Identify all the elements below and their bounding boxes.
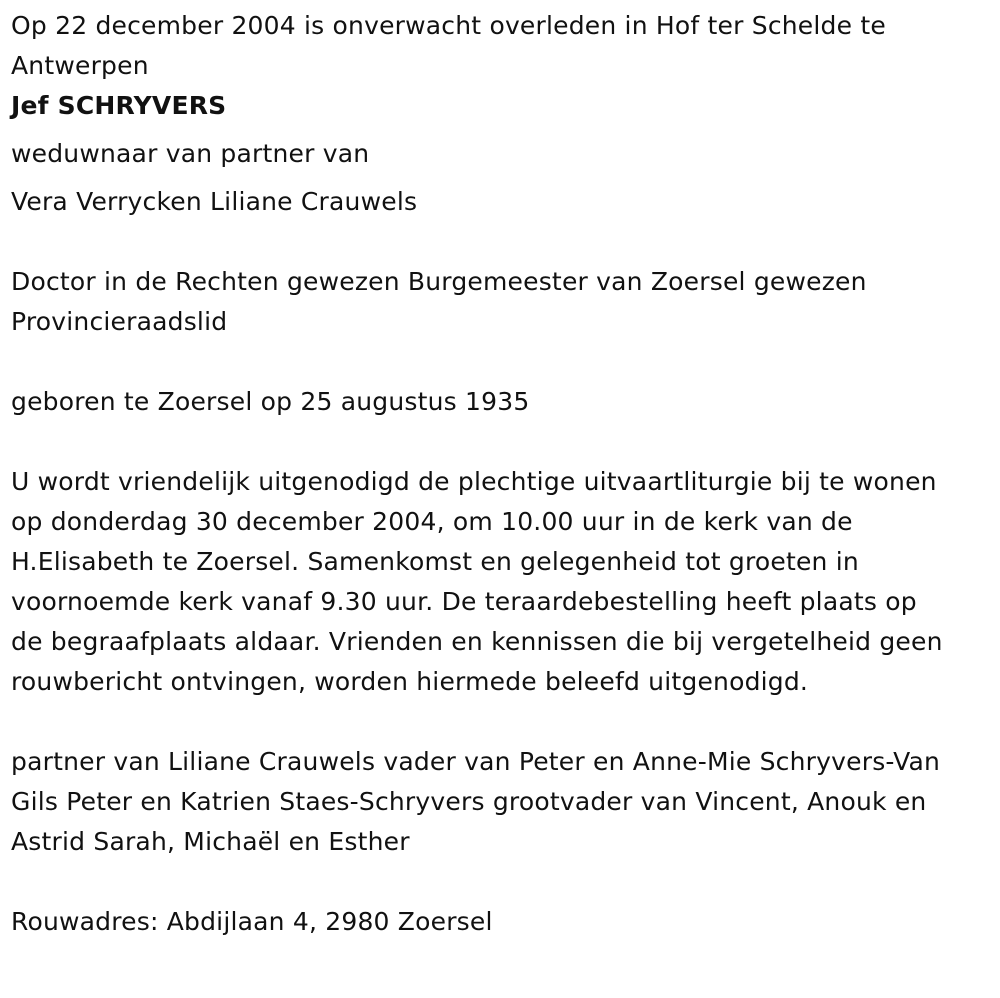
deceased-name: Jef SCHRYVERS [11,91,227,120]
intro-line-1: Op 22 december 2004 is onverwacht overleden in Hof ter Schelde te [11,11,886,40]
family-line: Gils Peter en Katrien Staes-Schryvers grootvader van Vincent, Anouk en [11,787,927,816]
titles-line-1: Doctor in de Rechten gewezen Burgemeester van Zoersel gewezen [11,267,867,296]
titles-line-2: Provincieraadslid [11,307,228,336]
intro-line-2: Antwerpen [11,51,149,80]
mourning-address: Rouwadres: Abdijlaan 4, 2980 Zoersel [11,907,493,936]
obituary-notice [11,6,996,942]
invitation-line: H.Elisabeth te Zoersel. Samenkomst en gelegenheid tot groeten in [11,547,859,576]
invitation-line: voornoemde kerk vanaf 9.30 uur. De teraardebestelling heeft plaats op [11,587,917,616]
relation-names: Vera Verrycken Liliane Crauwels [11,187,418,216]
birth-line: geboren te Zoersel op 25 augustus 1935 [11,387,530,416]
family-line: Astrid Sarah, Michaël en Esther [11,827,410,856]
relation-label: weduwnaar van partner van [11,139,370,168]
invitation-paragraph [11,462,996,702]
invitation-line: de begraafplaats aldaar. Vrienden en kennissen die bij vergetelheid geen [11,627,943,656]
invitation-line: op donderdag 30 december 2004, om 10.00 uur in de kerk van de [11,507,853,536]
family-line: partner van Liliane Crauwels vader van Peter en Anne-Mie Schryvers-Van [11,747,941,776]
family-paragraph [11,742,996,862]
invitation-line: rouwbericht ontvingen, worden hiermede beleefd uitgenodigd. [11,667,809,696]
invitation-line: U wordt vriendelijk uitgenodigd de plechtige uitvaartliturgie bij te wonen [11,467,937,496]
